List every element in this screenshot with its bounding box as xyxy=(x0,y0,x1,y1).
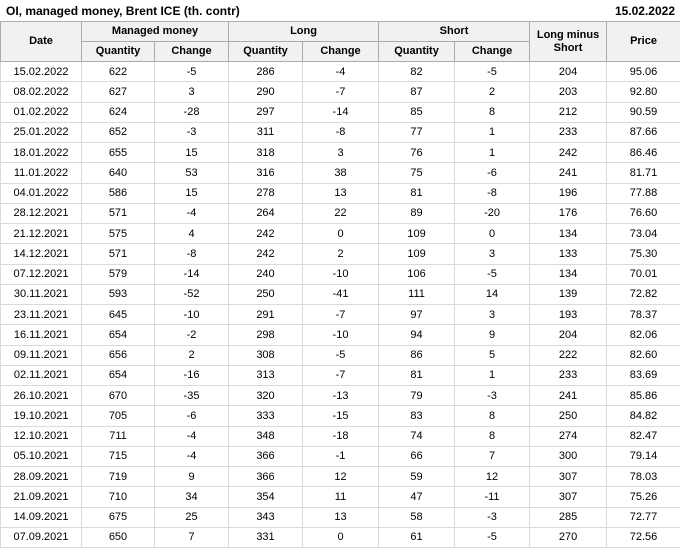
cell-mm-quantity: 715 xyxy=(82,446,155,466)
cell-long-quantity: 331 xyxy=(229,527,303,547)
cell-long-change: 3 xyxy=(303,143,379,163)
cell-long-minus-short: 196 xyxy=(530,183,607,203)
table-row xyxy=(1,365,680,385)
report-date: 15.02.2022 xyxy=(614,3,675,18)
cell-long-quantity: 297 xyxy=(229,102,303,122)
cell-long-minus-short: 242 xyxy=(530,143,607,163)
cell-long-minus-short: 134 xyxy=(530,224,607,244)
cell-long-change: 13 xyxy=(303,507,379,527)
cell-short-quantity: 97 xyxy=(379,305,455,325)
cell-mm-change: -35 xyxy=(155,386,229,406)
cell-long-minus-short: 176 xyxy=(530,203,607,223)
cell-price: 77.88 xyxy=(607,183,680,203)
cell-price: 83.69 xyxy=(607,365,680,385)
sub-header-short-change: Change xyxy=(455,42,530,62)
table-row xyxy=(1,325,680,345)
cell-long-quantity: 264 xyxy=(229,203,303,223)
cell-short-quantity: 82 xyxy=(379,62,455,82)
cell-long-quantity: 366 xyxy=(229,467,303,487)
cell-long-minus-short: 233 xyxy=(530,365,607,385)
cell-long-change: -10 xyxy=(303,325,379,345)
table-row xyxy=(1,487,680,507)
cell-date: 04.01.2022 xyxy=(1,183,82,203)
cell-mm-change: -4 xyxy=(155,446,229,466)
cell-long-quantity: 242 xyxy=(229,224,303,244)
cell-mm-quantity: 571 xyxy=(82,203,155,223)
cell-mm-quantity: 571 xyxy=(82,244,155,264)
cell-mm-quantity: 652 xyxy=(82,122,155,142)
cell-mm-quantity: 675 xyxy=(82,507,155,527)
cell-date: 28.09.2021 xyxy=(1,467,82,487)
cell-short-change: 8 xyxy=(455,406,530,426)
cell-date: 15.02.2022 xyxy=(1,62,82,82)
cell-short-quantity: 94 xyxy=(379,325,455,345)
cell-long-change: -7 xyxy=(303,305,379,325)
group-header-row xyxy=(1,22,680,42)
cell-price: 81.71 xyxy=(607,163,680,183)
cell-date: 30.11.2021 xyxy=(1,284,82,304)
cell-short-quantity: 79 xyxy=(379,386,455,406)
cell-mm-change: 9 xyxy=(155,467,229,487)
table-row xyxy=(1,183,680,203)
cell-short-change: -11 xyxy=(455,487,530,507)
cell-mm-quantity: 627 xyxy=(82,82,155,102)
cell-short-quantity: 81 xyxy=(379,365,455,385)
cell-long-quantity: 291 xyxy=(229,305,303,325)
cell-long-minus-short: 250 xyxy=(530,406,607,426)
cell-short-change: 12 xyxy=(455,467,530,487)
cell-long-change: -41 xyxy=(303,284,379,304)
cell-long-minus-short: 133 xyxy=(530,244,607,264)
cell-price: 72.82 xyxy=(607,284,680,304)
col-header-long: Long xyxy=(229,22,379,42)
cell-short-change: -5 xyxy=(455,62,530,82)
cell-short-change: -6 xyxy=(455,163,530,183)
cell-mm-change: -16 xyxy=(155,365,229,385)
col-header-managed-money: Managed money xyxy=(82,22,229,42)
cell-price: 72.56 xyxy=(607,527,680,547)
cell-date: 12.10.2021 xyxy=(1,426,82,446)
cell-long-quantity: 286 xyxy=(229,62,303,82)
cell-short-change: -20 xyxy=(455,203,530,223)
cell-mm-change: -6 xyxy=(155,406,229,426)
title-bar xyxy=(0,0,680,21)
cell-date: 01.02.2022 xyxy=(1,102,82,122)
table-row xyxy=(1,203,680,223)
cell-long-quantity: 308 xyxy=(229,345,303,365)
cell-price: 76.60 xyxy=(607,203,680,223)
cell-long-change: 0 xyxy=(303,527,379,547)
cell-long-quantity: 311 xyxy=(229,122,303,142)
cell-price: 92.80 xyxy=(607,82,680,102)
cell-short-quantity: 109 xyxy=(379,224,455,244)
cell-short-change: -8 xyxy=(455,183,530,203)
cell-long-quantity: 298 xyxy=(229,325,303,345)
cell-short-quantity: 59 xyxy=(379,467,455,487)
cell-long-change: 11 xyxy=(303,487,379,507)
cell-short-quantity: 83 xyxy=(379,406,455,426)
page-title: OI, managed money, Brent ICE (th. contr) xyxy=(6,3,240,18)
cell-price: 75.30 xyxy=(607,244,680,264)
cell-long-minus-short: 274 xyxy=(530,426,607,446)
cell-short-quantity: 61 xyxy=(379,527,455,547)
cell-mm-change: -14 xyxy=(155,264,229,284)
cell-price: 86.46 xyxy=(607,143,680,163)
cell-mm-change: 25 xyxy=(155,507,229,527)
cell-long-quantity: 343 xyxy=(229,507,303,527)
cell-short-change: 7 xyxy=(455,446,530,466)
cell-short-change: -3 xyxy=(455,386,530,406)
cell-long-quantity: 240 xyxy=(229,264,303,284)
cell-long-minus-short: 134 xyxy=(530,264,607,284)
cell-mm-change: -3 xyxy=(155,122,229,142)
sub-header-short-quantity: Quantity xyxy=(379,42,455,62)
cell-short-quantity: 89 xyxy=(379,203,455,223)
cell-short-change: 0 xyxy=(455,224,530,244)
cell-date: 18.01.2022 xyxy=(1,143,82,163)
cell-long-change: 22 xyxy=(303,203,379,223)
cell-price: 95.06 xyxy=(607,62,680,82)
cell-mm-change: -28 xyxy=(155,102,229,122)
cell-price: 82.06 xyxy=(607,325,680,345)
cell-price: 75.26 xyxy=(607,487,680,507)
cell-long-quantity: 278 xyxy=(229,183,303,203)
cell-date: 19.10.2021 xyxy=(1,406,82,426)
col-header-short: Short xyxy=(379,22,530,42)
cell-short-change: 1 xyxy=(455,122,530,142)
table-row xyxy=(1,143,680,163)
cell-short-quantity: 75 xyxy=(379,163,455,183)
cell-long-minus-short: 307 xyxy=(530,467,607,487)
cell-price: 73.04 xyxy=(607,224,680,244)
cell-long-change: -5 xyxy=(303,345,379,365)
cell-long-minus-short: 285 xyxy=(530,507,607,527)
table-row xyxy=(1,264,680,284)
cell-long-change: -18 xyxy=(303,426,379,446)
cell-long-change: 0 xyxy=(303,224,379,244)
cell-short-change: 14 xyxy=(455,284,530,304)
cell-price: 85.86 xyxy=(607,386,680,406)
table-row xyxy=(1,62,680,82)
table-header xyxy=(1,22,680,62)
cell-mm-change: -8 xyxy=(155,244,229,264)
cell-short-change: 1 xyxy=(455,143,530,163)
cell-short-quantity: 58 xyxy=(379,507,455,527)
cell-mm-quantity: 593 xyxy=(82,284,155,304)
cell-long-quantity: 354 xyxy=(229,487,303,507)
cell-short-change: 3 xyxy=(455,244,530,264)
cell-long-quantity: 316 xyxy=(229,163,303,183)
sub-header-long-change: Change xyxy=(303,42,379,62)
cell-mm-quantity: 711 xyxy=(82,426,155,446)
cell-mm-change: -5 xyxy=(155,62,229,82)
cell-price: 78.37 xyxy=(607,305,680,325)
table-row xyxy=(1,163,680,183)
cell-long-quantity: 318 xyxy=(229,143,303,163)
table-row xyxy=(1,224,680,244)
cell-date: 14.12.2021 xyxy=(1,244,82,264)
cell-short-quantity: 66 xyxy=(379,446,455,466)
table-row xyxy=(1,345,680,365)
cell-long-minus-short: 300 xyxy=(530,446,607,466)
cell-price: 82.60 xyxy=(607,345,680,365)
cell-short-quantity: 47 xyxy=(379,487,455,507)
cell-date: 14.09.2021 xyxy=(1,507,82,527)
cell-long-change: -13 xyxy=(303,386,379,406)
cell-mm-change: 4 xyxy=(155,224,229,244)
cell-mm-change: 2 xyxy=(155,345,229,365)
cell-mm-change: 15 xyxy=(155,143,229,163)
cell-date: 28.12.2021 xyxy=(1,203,82,223)
cell-date: 02.11.2021 xyxy=(1,365,82,385)
cell-mm-change: -10 xyxy=(155,305,229,325)
cell-date: 25.01.2022 xyxy=(1,122,82,142)
cell-short-quantity: 87 xyxy=(379,82,455,102)
cell-mm-quantity: 575 xyxy=(82,224,155,244)
cell-mm-quantity: 654 xyxy=(82,325,155,345)
sub-header-mm-quantity: Quantity xyxy=(82,42,155,62)
cell-long-minus-short: 233 xyxy=(530,122,607,142)
cell-date: 11.01.2022 xyxy=(1,163,82,183)
cell-long-change: -10 xyxy=(303,264,379,284)
cell-mm-change: 34 xyxy=(155,487,229,507)
table-row xyxy=(1,507,680,527)
cell-mm-quantity: 719 xyxy=(82,467,155,487)
cell-long-quantity: 333 xyxy=(229,406,303,426)
cell-date: 07.09.2021 xyxy=(1,527,82,547)
cell-long-change: -7 xyxy=(303,82,379,102)
cell-mm-quantity: 670 xyxy=(82,386,155,406)
cell-date: 16.11.2021 xyxy=(1,325,82,345)
cell-price: 84.82 xyxy=(607,406,680,426)
table-row xyxy=(1,82,680,102)
cell-mm-change: 3 xyxy=(155,82,229,102)
cell-mm-change: -52 xyxy=(155,284,229,304)
table-row xyxy=(1,102,680,122)
cell-mm-change: -4 xyxy=(155,203,229,223)
cell-date: 21.09.2021 xyxy=(1,487,82,507)
cell-long-minus-short: 204 xyxy=(530,325,607,345)
cell-short-change: 5 xyxy=(455,345,530,365)
cell-long-quantity: 242 xyxy=(229,244,303,264)
cell-long-quantity: 290 xyxy=(229,82,303,102)
table-row xyxy=(1,244,680,264)
cell-long-minus-short: 222 xyxy=(530,345,607,365)
cell-long-change: -1 xyxy=(303,446,379,466)
cell-short-quantity: 76 xyxy=(379,143,455,163)
cell-short-quantity: 74 xyxy=(379,426,455,446)
cell-mm-quantity: 655 xyxy=(82,143,155,163)
table-row xyxy=(1,446,680,466)
cell-price: 72.77 xyxy=(607,507,680,527)
table-row xyxy=(1,386,680,406)
cell-mm-quantity: 624 xyxy=(82,102,155,122)
cell-date: 09.11.2021 xyxy=(1,345,82,365)
cell-long-change: -15 xyxy=(303,406,379,426)
cell-price: 90.59 xyxy=(607,102,680,122)
cell-short-quantity: 109 xyxy=(379,244,455,264)
cell-long-minus-short: 241 xyxy=(530,386,607,406)
cell-mm-quantity: 579 xyxy=(82,264,155,284)
cell-long-change: -4 xyxy=(303,62,379,82)
cell-long-change: -14 xyxy=(303,102,379,122)
cell-short-change: 9 xyxy=(455,325,530,345)
table-body xyxy=(1,62,680,548)
sub-header-mm-change: Change xyxy=(155,42,229,62)
cell-mm-change: 15 xyxy=(155,183,229,203)
cell-date: 26.10.2021 xyxy=(1,386,82,406)
cell-short-change: -5 xyxy=(455,264,530,284)
cell-price: 82.47 xyxy=(607,426,680,446)
cell-long-change: 13 xyxy=(303,183,379,203)
cell-mm-quantity: 710 xyxy=(82,487,155,507)
table-row xyxy=(1,284,680,304)
cell-long-quantity: 313 xyxy=(229,365,303,385)
cell-mm-change: -4 xyxy=(155,426,229,446)
cell-long-change: -7 xyxy=(303,365,379,385)
cell-long-minus-short: 193 xyxy=(530,305,607,325)
cell-mm-quantity: 650 xyxy=(82,527,155,547)
cell-short-quantity: 77 xyxy=(379,122,455,142)
cell-date: 05.10.2021 xyxy=(1,446,82,466)
cell-long-minus-short: 212 xyxy=(530,102,607,122)
cell-long-quantity: 366 xyxy=(229,446,303,466)
table-row xyxy=(1,527,680,547)
cell-price: 78.03 xyxy=(607,467,680,487)
cell-long-change: 38 xyxy=(303,163,379,183)
cell-price: 79.14 xyxy=(607,446,680,466)
cell-mm-quantity: 640 xyxy=(82,163,155,183)
cell-long-minus-short: 270 xyxy=(530,527,607,547)
cell-long-minus-short: 307 xyxy=(530,487,607,507)
cell-long-change: 12 xyxy=(303,467,379,487)
cell-short-change: 8 xyxy=(455,426,530,446)
oi-table xyxy=(0,21,680,548)
cell-short-change: 8 xyxy=(455,102,530,122)
cell-long-minus-short: 203 xyxy=(530,82,607,102)
col-header-price: Price xyxy=(607,22,680,62)
cell-short-quantity: 111 xyxy=(379,284,455,304)
table-row xyxy=(1,406,680,426)
table-row xyxy=(1,305,680,325)
cell-date: 21.12.2021 xyxy=(1,224,82,244)
cell-mm-change: -2 xyxy=(155,325,229,345)
cell-long-change: -8 xyxy=(303,122,379,142)
cell-short-quantity: 106 xyxy=(379,264,455,284)
cell-short-change: 3 xyxy=(455,305,530,325)
cell-price: 70.01 xyxy=(607,264,680,284)
cell-mm-quantity: 586 xyxy=(82,183,155,203)
table-row xyxy=(1,426,680,446)
sub-header-long-quantity: Quantity xyxy=(229,42,303,62)
cell-short-change: -3 xyxy=(455,507,530,527)
cell-short-quantity: 81 xyxy=(379,183,455,203)
table-row xyxy=(1,122,680,142)
cell-long-change: 2 xyxy=(303,244,379,264)
cell-long-quantity: 250 xyxy=(229,284,303,304)
cell-mm-quantity: 622 xyxy=(82,62,155,82)
cell-mm-quantity: 654 xyxy=(82,365,155,385)
cell-short-change: 1 xyxy=(455,365,530,385)
cell-mm-quantity: 705 xyxy=(82,406,155,426)
cell-long-quantity: 320 xyxy=(229,386,303,406)
cell-date: 23.11.2021 xyxy=(1,305,82,325)
col-header-date: Date xyxy=(1,22,82,62)
cell-price: 87.66 xyxy=(607,122,680,142)
cell-short-change: -5 xyxy=(455,527,530,547)
cell-long-minus-short: 241 xyxy=(530,163,607,183)
cell-mm-change: 53 xyxy=(155,163,229,183)
cell-date: 08.02.2022 xyxy=(1,82,82,102)
table-row xyxy=(1,467,680,487)
cell-long-quantity: 348 xyxy=(229,426,303,446)
cell-long-minus-short: 139 xyxy=(530,284,607,304)
cell-mm-quantity: 645 xyxy=(82,305,155,325)
cell-date: 07.12.2021 xyxy=(1,264,82,284)
cell-mm-change: 7 xyxy=(155,527,229,547)
cell-long-minus-short: 204 xyxy=(530,62,607,82)
cell-short-quantity: 85 xyxy=(379,102,455,122)
cell-short-change: 2 xyxy=(455,82,530,102)
cell-short-quantity: 86 xyxy=(379,345,455,365)
col-header-long-minus-short: Long minus Short xyxy=(530,22,607,62)
cell-mm-quantity: 656 xyxy=(82,345,155,365)
